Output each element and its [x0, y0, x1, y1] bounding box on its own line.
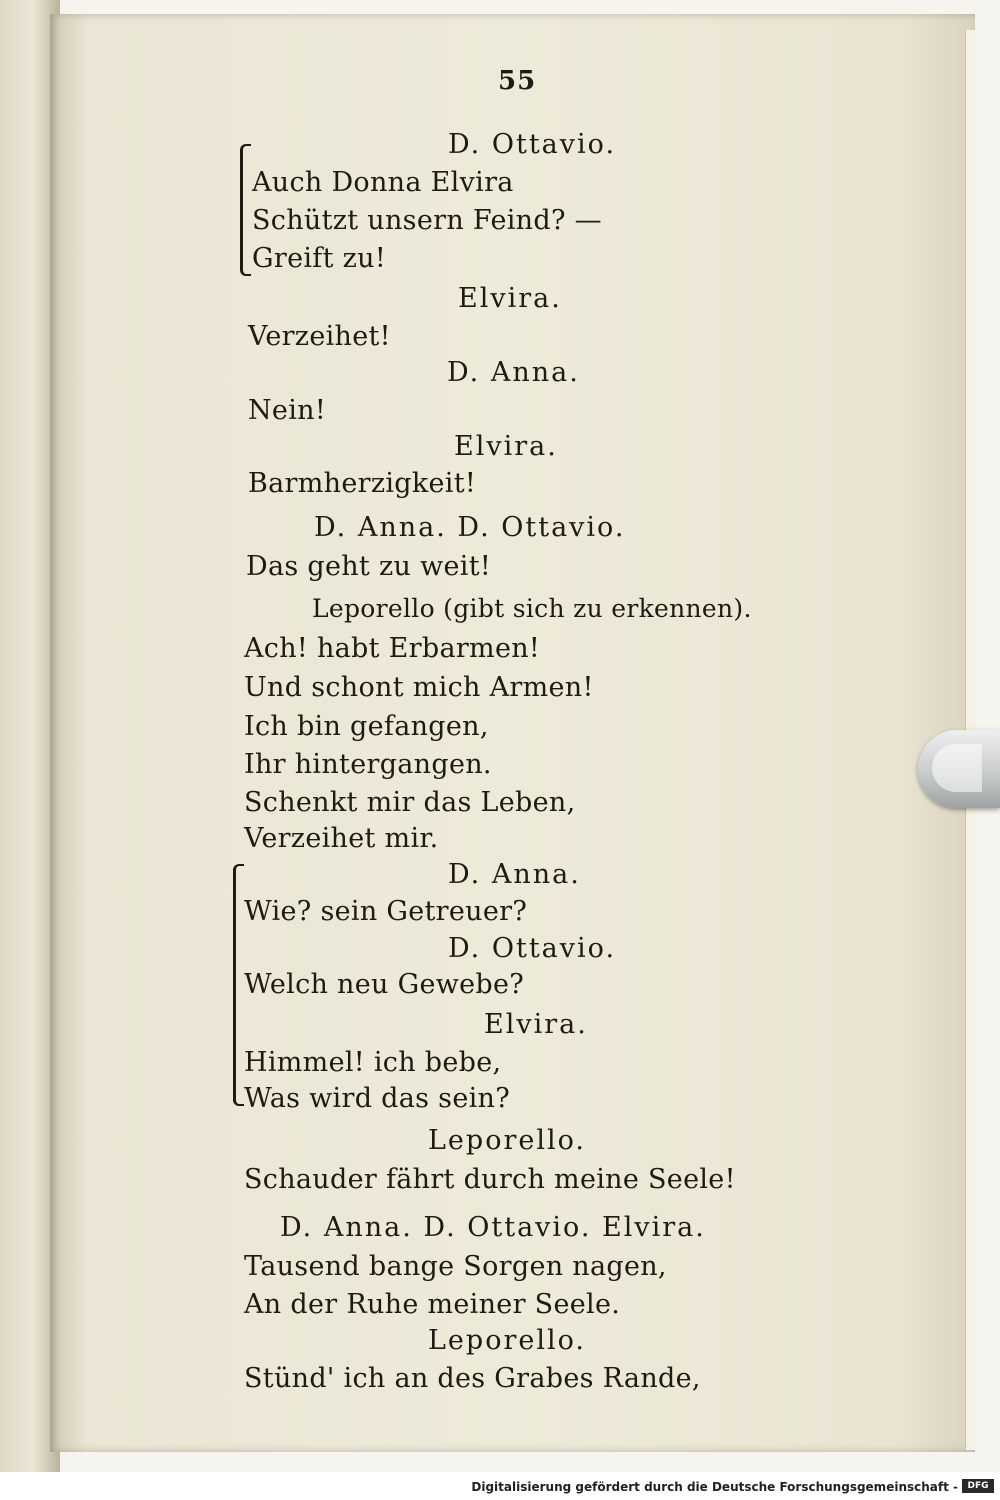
speaker-heading: D. Anna. D. Ottavio. Elvira. [280, 1212, 706, 1243]
page-number: 55 [498, 66, 537, 96]
stage-direction: Leporello (gibt sich zu erkennen). [312, 594, 752, 623]
speaker-heading: Elvira. [484, 1009, 588, 1040]
speaker-heading: Elvira. [458, 283, 562, 314]
speaker-heading: Leporello. [428, 1125, 586, 1156]
verse-line: Verzeihet mir. [244, 823, 439, 854]
verse-line: Stünd' ich an des Grabes Rande, [244, 1363, 701, 1394]
speaker-heading: D. Ottavio. [448, 129, 617, 160]
speaker-heading: Leporello. [428, 1325, 586, 1356]
verse-line: An der Ruhe meiner Seele. [244, 1289, 621, 1320]
verse-line: Verzeihet! [248, 321, 391, 352]
verse-line: Welch neu Gewebe? [244, 969, 525, 1000]
verse-line: Tausend bange Sorgen nagen, [244, 1251, 667, 1282]
ensemble-bracket [240, 150, 243, 270]
speaker-heading: D. Anna. D. Ottavio. [314, 512, 626, 543]
funding-credit: Digitalisierung gefördert durch die Deutsche Forschungsgemeinschaft - [471, 1480, 958, 1494]
verse-line: Schützt unsern Feind? — [252, 205, 602, 236]
verse-line: Ach! habt Erbarmen! [244, 633, 541, 664]
verse-line: Was wird das sein? [244, 1083, 511, 1114]
verse-line: Greift zu! [252, 243, 386, 274]
verse-line: Ihr hintergangen. [244, 749, 492, 780]
speaker-heading: D. Anna. [448, 859, 581, 890]
digitization-footer [0, 1472, 1000, 1500]
verse-line: Schauder fährt durch meine Seele! [244, 1164, 736, 1195]
ensemble-bracket [233, 870, 236, 1100]
speaker-heading: Elvira. [454, 431, 558, 462]
speaker-heading: D. Anna. [447, 357, 580, 388]
speaker-heading: D. Ottavio. [448, 933, 617, 964]
verse-line: Himmel! ich bebe, [244, 1047, 502, 1078]
verse-line: Auch Donna Elvira [252, 167, 514, 198]
verse-line: Barmherzigkeit! [248, 468, 477, 499]
verse-line: Und schont mich Armen! [244, 672, 594, 703]
verse-line: Ich bin gefangen, [244, 711, 489, 742]
verse-line: Nein! [248, 395, 326, 426]
verse-line: Schenkt mir das Leben, [244, 787, 576, 818]
verse-line: Das geht zu weit! [246, 551, 491, 582]
verse-line: Wie? sein Getreuer? [244, 896, 528, 927]
dfg-logo: DFG [962, 1479, 994, 1493]
